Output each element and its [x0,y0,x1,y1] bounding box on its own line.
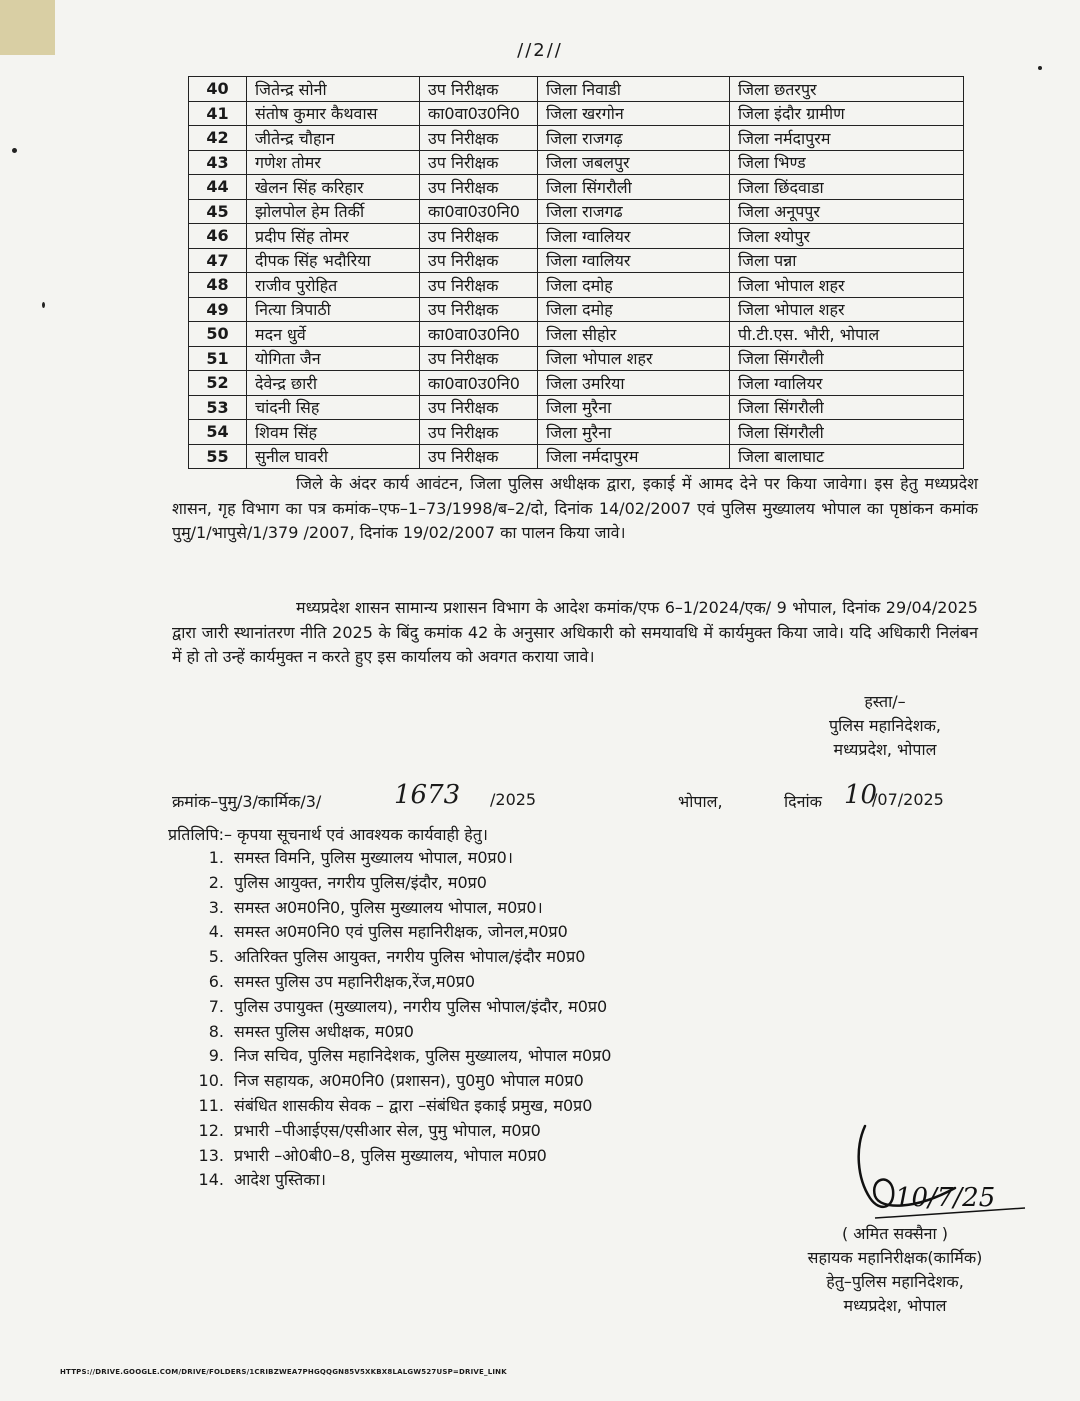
officer-name-cell: संतोष कुमार कैथवास [247,101,420,126]
serial-number-cell: 44 [189,175,247,200]
officer-name-cell: देवेन्द्र छारी [247,371,420,396]
serial-number-cell: 55 [189,444,247,469]
serial-number-cell: 49 [189,297,247,322]
signoff-aig [760,1222,1030,1318]
list-item-number: 12. [198,1120,224,1140]
date-label: दिनांक [784,792,822,811]
serial-number-cell: 54 [189,420,247,445]
paragraph-work-allocation: जिले के अंदर कार्य आवंटन, जिला पुलिस अधीक्षक द्वारा, इकाई में आमद देने पर किया जावेगा। इस हेतु मध्यप्रदेश शासन, गृह विभाग का पत्र कमांक–एफ–1–73/1998/ब–2/दो, दिनांक 14/02/2007 एवं पुलिस मुख्यालय भोपाल का पृष्ठांकन कमांक पुमु/1/भापुसे/1/379 /2007, दिनांक 19/02/2007 का पालन किया जावे। [172,474,978,542]
from-district-cell: जिला भोपाल शहर [538,346,730,371]
list-item [188,995,611,1020]
list-item-number: 3. [208,897,224,917]
to-district-cell: जिला इंदौर ग्रामीण [730,101,964,126]
officer-name-cell: मदन धुर्वे [247,322,420,347]
list-item-text: पुलिस आयुक्त, नगरीय पुलिस/इंदौर, म0प्र0 [234,872,487,892]
date-rest: /07/2025 [872,790,944,809]
reference-year: /2025 [490,790,537,809]
serial-number-cell: 41 [189,101,247,126]
from-district-cell: जिला सिंगरौली [538,175,730,200]
reference-place: भोपाल, [678,792,723,811]
from-district-cell: जिला जबलपुर [538,150,730,175]
serial-number-cell: 52 [189,371,247,396]
to-district-cell: जिला सिंगरौली [730,420,964,445]
list-item-text: आदेश पुस्तिका। [234,1170,326,1190]
list-item [188,1094,611,1119]
officer-name-cell: चांदनी सिह [247,395,420,420]
list-item-text: समस्त विमनि, पुलिस मुख्यालय भोपाल, म0प्र0। [234,848,513,867]
rank-cell: उप निरीक्षक [420,346,538,371]
officer-name-cell: राजीव पुरोहित [247,273,420,298]
list-item-number: 13. [198,1145,224,1165]
from-district-cell: जिला नर्मदापुरम [538,444,730,469]
serial-number-cell: 48 [189,273,247,298]
scan-speck [42,302,45,308]
list-item-text: निज सचिव, पुलिस महानिदेशक, पुलिस मुख्यालय, भोपाल म0प्र0 [234,1046,612,1066]
to-district-cell: जिला बालाघाट [730,444,964,469]
list-item [188,1168,611,1193]
table-row [189,273,964,298]
list-item [188,1044,611,1069]
officer-name-cell: योगिता जैन [247,346,420,371]
signed-marker: हस्ता/– [864,692,906,711]
rank-cell: का0वा0उ0नि0 [420,101,538,126]
table-row [189,150,964,175]
list-item-number: 9. [208,1046,224,1066]
list-item [188,896,611,921]
rank-cell: उप निरीक्षक [420,273,538,298]
to-district-cell: जिला भोपाल शहर [730,297,964,322]
from-district-cell: जिला निवाडी [538,77,730,102]
from-district-cell: जिला राजगढ [538,199,730,224]
from-district-cell: जिला मुरैना [538,395,730,420]
serial-number-cell: 42 [189,126,247,151]
officer-name-cell: सुनील घावरी [247,444,420,469]
list-item-text: समस्त अ0म0नि0 एवं पुलिस महानिरीक्षक, जोनल,म0प्र0 [234,922,568,942]
officer-name-cell: जीतेन्द्र चौहान [247,126,420,151]
from-district-cell: जिला ग्वालियर [538,224,730,249]
list-item [188,945,611,970]
signoff-place: मध्यप्रदेश, भोपाल [833,740,937,759]
to-district-cell: जिला पन्ना [730,248,964,273]
list-item [188,1020,611,1045]
rank-cell: उप निरीक्षक [420,126,538,151]
officer-name-cell: झोलपोल हेम तिर्की [247,199,420,224]
list-item-text: अतिरिक्त पुलिस आयुक्त, नगरीय पुलिस भोपाल/इंदौर म0प्र0 [234,947,586,967]
serial-number-cell: 43 [189,150,247,175]
scan-speck [1038,66,1042,70]
date-day: 10 [844,780,878,810]
table-row [189,395,964,420]
to-district-cell: जिला सिंगरौली [730,346,964,371]
signatory-place: मध्यप्रदेश, भोपाल [843,1296,947,1315]
list-item-number: 5. [208,947,224,967]
list-item-number: 6. [208,971,224,991]
list-item-number: 1. [208,848,224,867]
table-row [189,175,964,200]
signoff-dgp [785,690,985,762]
serial-number-cell: 46 [189,224,247,249]
from-district-cell: जिला राजगढ़ [538,126,730,151]
rank-cell: उप निरीक्षक [420,297,538,322]
to-district-cell: जिला अनूपपुर [730,199,964,224]
table-row [189,101,964,126]
signature-mark [835,1118,1035,1228]
list-item-text: समस्त पुलिस अधीक्षक, म0प्र0 [234,1021,414,1041]
list-item [188,1119,611,1144]
rank-cell: उप निरीक्षक [420,224,538,249]
to-district-cell: जिला श्योपुर [730,224,964,249]
rank-cell: का0वा0उ0नि0 [420,199,538,224]
rank-cell: का0वा0उ0नि0 [420,371,538,396]
officer-name-cell: दीपक सिंह भदौरिया [247,248,420,273]
list-item-number: 2. [208,872,224,892]
from-district-cell: जिला खरगोन [538,101,730,126]
page-marker: //2// [517,40,563,61]
signoff-designation: पुलिस महानिदेशक, [829,716,941,735]
signature-date: 10/7/25 [895,1183,996,1213]
list-item-number: 10. [198,1071,224,1091]
officer-name-cell: प्रदीप सिंह तोमर [247,224,420,249]
to-district-cell: जिला छिंदवाडा [730,175,964,200]
list-item-text: प्रभारी –ओ0बी0–8, पुलिस मुख्यालय, भोपाल म0प्र0 [234,1145,547,1165]
to-district-cell: जिला ग्वालियर [730,371,964,396]
serial-number-cell: 51 [189,346,247,371]
list-item-number: 8. [208,1021,224,1041]
list-item [188,970,611,995]
officer-name-cell: गणेश तोमर [247,150,420,175]
list-item-number: 7. [208,996,224,1016]
from-district-cell: जिला दमोह [538,297,730,322]
serial-number-cell: 47 [189,248,247,273]
list-item [188,1069,611,1094]
to-district-cell: जिला नर्मदापुरम [730,126,964,151]
rank-cell: उप निरीक्षक [420,420,538,445]
serial-number-cell: 50 [189,322,247,347]
serial-number-cell: 40 [189,77,247,102]
list-item-text: संबंधित शासकीय सेवक – द्वारा –संबंधित इकाई प्रमुख, म0प्र0 [234,1095,593,1115]
list-item [188,871,611,896]
officer-name-cell: खेलन सिंह करिहार [247,175,420,200]
rank-cell: उप निरीक्षक [420,248,538,273]
rank-cell: उप निरीक्षक [420,395,538,420]
to-district-cell: पी.टी.एस. भौरी, भोपाल [730,322,964,347]
table-row [189,248,964,273]
table-row [189,420,964,445]
officer-name-cell: नित्या त्रिपाठी [247,297,420,322]
list-item-text: समस्त पुलिस उप महानिरीक्षक,रेंज,म0प्र0 [234,971,476,991]
officer-name-cell: शिवम सिंह [247,420,420,445]
signatory-name: ( अमित सक्सैना ) [841,1224,949,1243]
serial-number-cell: 53 [189,395,247,420]
copy-heading: प्रतिलिपि:– कृपया सूचनार्थ एवं आवश्यक कार्यवाही हेतु। [168,825,488,844]
list-item [188,846,611,871]
list-item [188,920,611,945]
paragraph-transfer-policy: मध्यप्रदेश शासन सामान्य प्रशासन विभाग के आदेश कमांक/एफ 6–1/2024/एक/ 9 भोपाल, दिनांक 29/04/2025 द्वारा जारी स्थानांतरण नीति 2025 के बिंदु कमांक 42 के अनुसार अधिकारी को समयावधि में कार्यमुक्त किया जावे। यदि अधिकारी निलंबन में हो तो उन्हें कार्यमुक्त न करते हुए इस कार्यालय को अवगत कराया जावे। [172,598,978,666]
to-district-cell: जिला भोपाल शहर [730,273,964,298]
signatory-on-behalf: हेतु–पुलिस महानिदेशक, [826,1272,964,1291]
officer-name-cell: जितेन्द्र सोनी [247,77,420,102]
rank-cell: का0वा0उ0नि0 [420,322,538,347]
to-district-cell: जिला भिण्ड [730,150,964,175]
rank-cell: उप निरीक्षक [420,175,538,200]
serial-number-cell: 45 [189,199,247,224]
rank-cell: उप निरीक्षक [420,77,538,102]
list-item-number: 4. [208,922,224,942]
scan-speck [12,148,17,153]
from-district-cell: जिला उमरिया [538,371,730,396]
list-item-number: 11. [198,1095,224,1115]
table-row [189,371,964,396]
reference-prefix: क्रमांक–पुमु/3/कार्मिक/3/ [172,792,322,811]
to-district-cell: जिला सिंगरौली [730,395,964,420]
signatory-designation: सहायक महानिरीक्षक(कार्मिक) [807,1248,983,1267]
footer-url: HTTPS://DRIVE.GOOGLE.COM/DRIVE/FOLDERS/1CRIBZWEA7PHGQQGN85V5XKBX8LALGW527USP=DRIVE_LINK [60,1368,507,1376]
from-district-cell: जिला ग्वालियर [538,248,730,273]
list-item-text: पुलिस उपायुक्त (मुख्यालय), नगरीय पुलिस भोपाल/इंदौर, म0प्र0 [234,996,608,1016]
table-row [189,77,964,102]
from-district-cell: जिला सीहोर [538,322,730,347]
reference-number: 1673 [394,780,461,810]
table-row [189,224,964,249]
rank-cell: उप निरीक्षक [420,150,538,175]
to-district-cell: जिला छतरपुर [730,77,964,102]
list-item-number: 14. [198,1170,224,1190]
from-district-cell: जिला दमोह [538,273,730,298]
transfer-table [188,76,964,469]
table-row [189,346,964,371]
rank-cell: उप निरीक्षक [420,444,538,469]
table-row [189,444,964,469]
reference-line [172,780,972,816]
table-row [189,322,964,347]
list-item-text: समस्त अ0म0नि0, पुलिस मुख्यालय भोपाल, म0प्र0। [234,897,543,917]
from-district-cell: जिला मुरैना [538,420,730,445]
table-row [189,126,964,151]
list-item-text: प्रभारी –पीआईएस/एसीआर सेल, पुमु भोपाल, म0प्र0 [234,1120,541,1140]
list-item-text: निज सहायक, अ0म0नि0 (प्रशासन), पु0मु0 भोपाल म0प्र0 [234,1071,584,1091]
copy-list [188,846,611,1193]
table-row [189,199,964,224]
list-item [188,1144,611,1169]
table-row [189,297,964,322]
